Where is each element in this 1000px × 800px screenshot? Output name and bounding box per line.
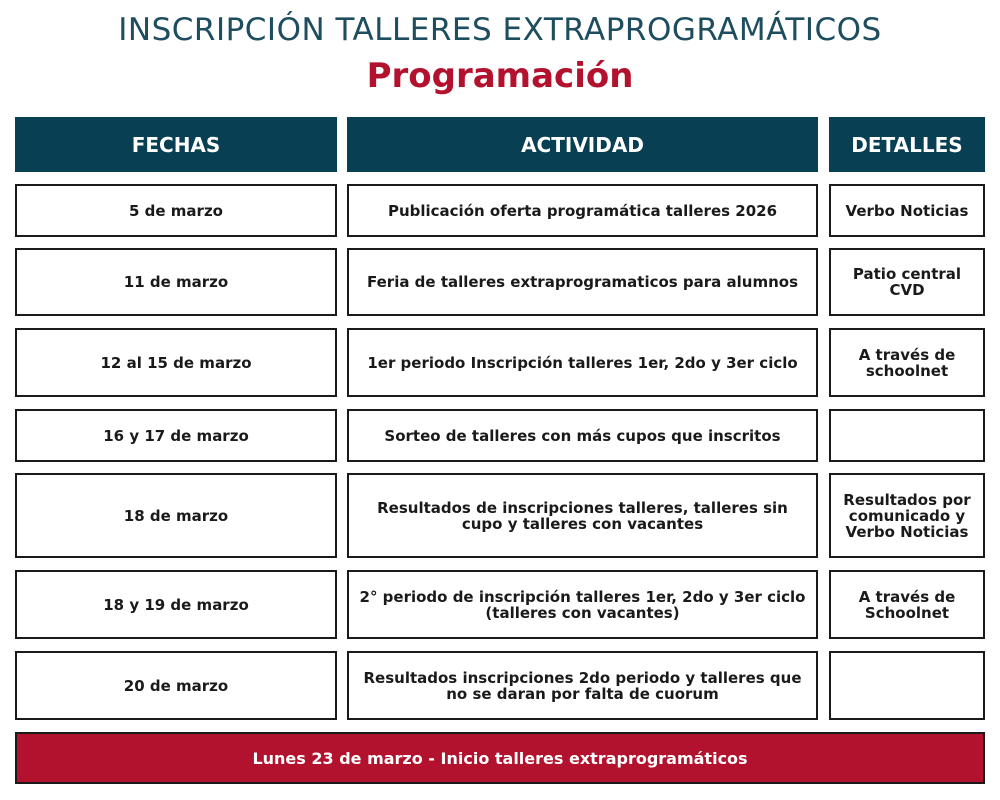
row-detalle-cell <box>829 409 985 462</box>
row-fecha-cell: 16 y 17 de marzo <box>15 409 337 462</box>
row-fecha-cell: 18 y 19 de marzo <box>15 570 337 639</box>
row-actividad-cell: Feria de talleres extraprogramaticos para alumnos <box>347 248 818 316</box>
page-subtitle: Programación <box>366 56 634 96</box>
row-detalle-cell: Patio central CVD <box>829 248 985 316</box>
row-actividad-cell: Sorteo de talleres con más cupos que inscritos <box>347 409 818 462</box>
row-fecha-cell: 5 de marzo <box>15 184 337 237</box>
row-actividad-cell: Publicación oferta programática talleres 2026 <box>347 184 818 237</box>
column-header-actividad: ACTIVIDAD <box>347 117 818 172</box>
row-fecha-cell: 20 de marzo <box>15 651 337 720</box>
row-detalle-cell <box>829 651 985 720</box>
row-detalle-cell: A través de Schoolnet <box>829 570 985 639</box>
row-actividad-cell: 2° periodo de inscripción talleres 1er, 2do y 3er ciclo (talleres con vacantes) <box>347 570 818 639</box>
row-fecha-cell: 18 de marzo <box>15 473 337 558</box>
page-title: INSCRIPCIÓN TALLERES EXTRAPROGRAMÁTICOS <box>118 12 882 48</box>
row-detalle-cell: Verbo Noticias <box>829 184 985 237</box>
row-actividad-cell: 1er periodo Inscripción talleres 1er, 2do y 3er ciclo <box>347 328 818 397</box>
row-fecha-cell: 12 al 15 de marzo <box>15 328 337 397</box>
row-detalle-cell: Resultados por comunicado y Verbo Noticias <box>829 473 985 558</box>
row-actividad-cell: Resultados de inscripciones talleres, talleres sin cupo y talleres con vacantes <box>347 473 818 558</box>
row-fecha-cell: 11 de marzo <box>15 248 337 316</box>
row-actividad-cell: Resultados inscripciones 2do periodo y talleres que no se daran por falta de cuorum <box>347 651 818 720</box>
footer-banner: Lunes 23 de marzo - Inicio talleres extraprogramáticos <box>15 732 985 784</box>
row-detalle-cell: A través de schoolnet <box>829 328 985 397</box>
column-header-fechas: FECHAS <box>15 117 337 172</box>
column-header-detalles: DETALLES <box>829 117 985 172</box>
